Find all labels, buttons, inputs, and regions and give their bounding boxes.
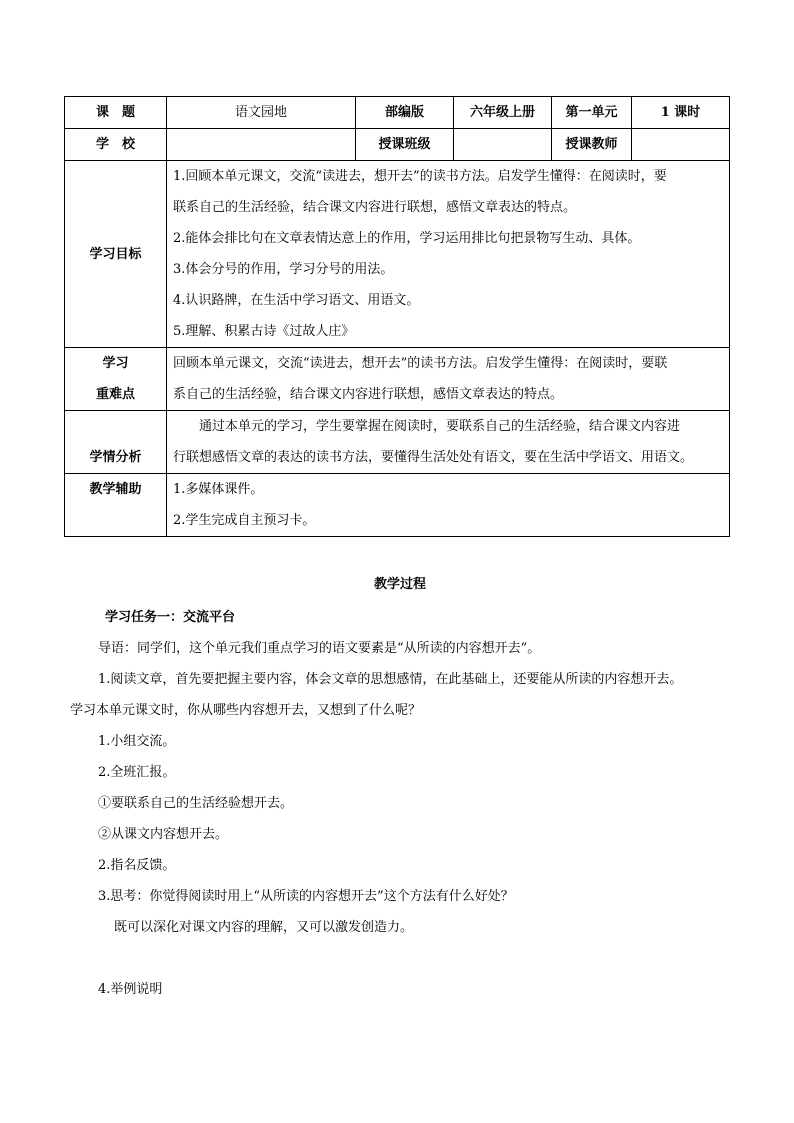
- aid-line: 2.学生完成自主预习卡。: [173, 513, 316, 528]
- class-value: [454, 129, 552, 161]
- edition-cell: 部编版: [356, 97, 454, 129]
- lesson-info-table: [64, 96, 730, 537]
- topic-label: 课 题: [65, 97, 167, 129]
- aids-content: [167, 474, 730, 537]
- analysis-line: 行联想感悟文章的表达的读书方法，要懂得生活处处有语文，要在生活中学语文、用语文。: [173, 450, 694, 465]
- task-heading: 学习任务一：交流平台: [105, 610, 236, 625]
- goals-label: 学习目标: [65, 161, 167, 348]
- goal-line: 1.回顾本单元课文，交流“读进去，想开去”的读书方法。启发学生懂得：在阅读时，要: [173, 169, 667, 184]
- keypoints-label: [65, 348, 167, 411]
- answer-line: 既可以深化对课文内容的理解，又可以激发创造力。: [114, 920, 414, 935]
- keypoints-label-line2: 重难点: [95, 387, 135, 402]
- think-line: 3.思考：你觉得阅读时用上“从所读的内容想开去”这个方法有什么好处？: [98, 889, 514, 904]
- goal-line: 3.体会分号的作用，学习分号的用法。: [173, 262, 394, 277]
- keypoints-label-line1: 学习: [102, 356, 129, 371]
- goal-line: 5.理解、积累古诗《过故人庄》: [173, 324, 355, 339]
- class-label: 授课班级: [356, 129, 454, 161]
- table-row-aids: [65, 474, 730, 537]
- aid-line: 1.多媒体课件。: [173, 482, 264, 497]
- question-line: 学习本单元课文时，你从哪些内容想开去，又想到了什么呢？: [70, 703, 422, 718]
- teacher-label: 授课教师: [552, 129, 632, 161]
- school-value: [167, 129, 356, 161]
- keypoints-line: 回顾本单元课文，交流“读进去，想开去”的读书方法。启发学生懂得：在阅读时，要联: [173, 356, 668, 371]
- goals-content: [167, 161, 730, 348]
- aids-label: 教学辅助: [65, 474, 167, 537]
- analysis-label: 学情分析: [65, 411, 167, 474]
- example-line: 4.举例说明: [98, 982, 163, 997]
- step-line: 2.全班汇报。: [98, 765, 176, 780]
- goal-line: 2.能体会排比句在文章表情达意上的作用，学习运用排比句把景物写生动、具体。: [173, 231, 641, 246]
- school-label: 学 校: [65, 129, 167, 161]
- table-row-goals: [65, 161, 730, 348]
- topic-value: 语文园地: [167, 97, 356, 129]
- point-line: ①要联系自己的生活经验想开去。: [98, 796, 294, 811]
- step-line: 2.指名反馈。: [98, 858, 176, 873]
- question-line: 1.阅读文章，首先要把握主要内容，体会文章的思想感情，在此基础上，还要能从所读的内容想开去。: [98, 672, 683, 687]
- keypoints-line: 系自己的生活经验，结合课文内容进行联想，感悟文章表达的特点。: [173, 387, 564, 402]
- point-line: ②从课文内容想开去。: [98, 827, 229, 842]
- analysis-line: 通过本单元的学习，学生要掌握在阅读时，要联系自己的生活经验，结合课文内容进: [199, 419, 681, 434]
- hours-cell: 1 课时: [632, 97, 730, 129]
- table-row-topic: [65, 97, 730, 129]
- grade-cell: 六年级上册: [454, 97, 552, 129]
- intro-paragraph: 导语：同学们，这个单元我们重点学习的语文要素是“从所读的内容想开去”。: [98, 641, 541, 656]
- analysis-content: [167, 411, 730, 474]
- teaching-process-section: [70, 572, 730, 1005]
- goal-line: 4.认识路牌，在生活中学习语文、用语文。: [173, 293, 420, 308]
- step-line: 1.小组交流。: [98, 734, 176, 749]
- keypoints-content: [167, 348, 730, 411]
- table-row-school: [65, 129, 730, 161]
- goal-line: 联系自己的生活经验，结合课文内容进行联想，感悟文章表达的特点。: [173, 200, 577, 215]
- teacher-value: [632, 129, 730, 161]
- table-row-keypoints: [65, 348, 730, 411]
- process-title: 教学过程: [373, 577, 426, 592]
- table-row-analysis: [65, 411, 730, 474]
- unit-cell: 第一单元: [552, 97, 632, 129]
